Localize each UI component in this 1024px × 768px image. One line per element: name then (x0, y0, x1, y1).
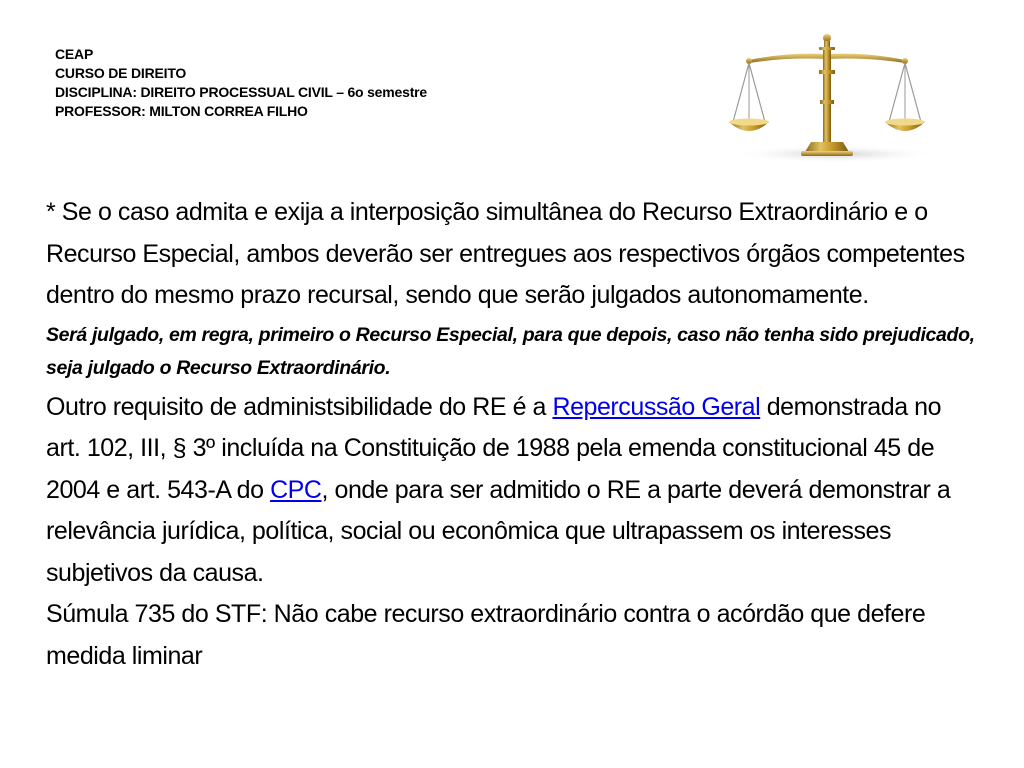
header-institution: CEAP (55, 46, 94, 62)
header-professor: PROFESSOR: MILTON CORREA FILHO (55, 103, 308, 119)
course-header (55, 45, 615, 121)
slide-body (46, 192, 976, 677)
paragraph-sumula-735: Súmula 735 do STF: Não cabe recurso extraordinário contra o acórdão que defere medida liminar (46, 600, 926, 670)
paragraph-simultaneous-appeals: * Se o caso admita e exija a interposição simultânea do Recurso Extraordinário e o Recurso Especial, ambos deverão ser entregues aos respectivos órgãos competentes dentro do mesmo prazo recursal, sendo que serão julgados autonomamente. (46, 198, 965, 309)
general-repercussion-text-middle: demonstrada no art. 102, III, § 3º incluída na Constituição de 1988 pela emenda constitucional 45 de 2004 e art. 543-A do (46, 392, 942, 504)
general-repercussion-text-start: Outro requisito de administsibilidade do RE é a (46, 392, 553, 421)
header-course: CURSO DE DIREITO (55, 65, 187, 81)
repercussao-geral-link[interactable]: Repercussão Geral (552, 392, 761, 421)
general-repercussion-text-end: , onde para ser admitido o RE a parte deverá demonstrar a relevância jurídica, política, social ou econômica que ultrapassem os interesses subjetivos da causa. (46, 475, 951, 587)
paragraph-general-repercussion (46, 387, 976, 595)
scales-of-justice-icon (727, 30, 943, 164)
header-discipline: DISCIPLINA: DIREITO PROCESSUAL CIVIL – 6o semestre (55, 84, 427, 100)
paragraph-judgment-order: Será julgado, em regra, primeiro o Recurso Especial, para que depois, caso não tenha sido prejudicado, seja julgado o Recurso Extraordinário. (46, 323, 975, 379)
cpc-link[interactable]: CPC (270, 475, 322, 504)
